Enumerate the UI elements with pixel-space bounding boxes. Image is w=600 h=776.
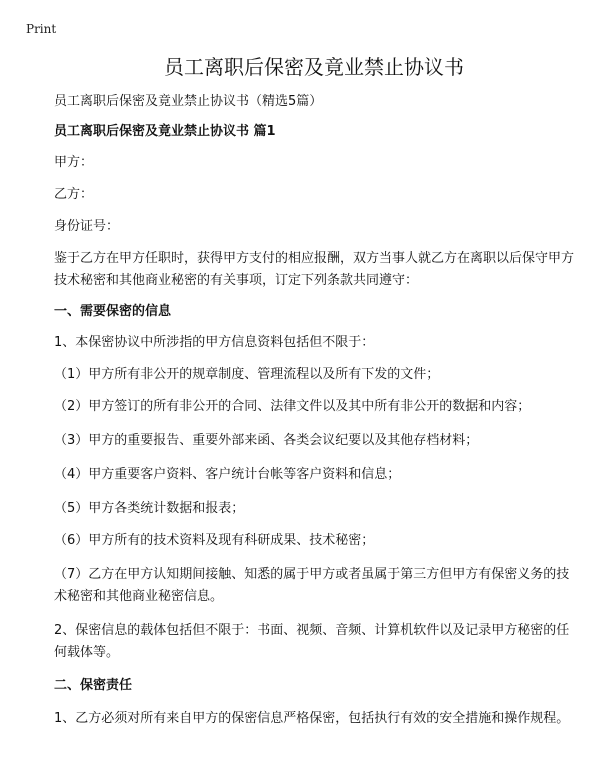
id-number-field: 身份证号：: [54, 219, 120, 234]
section-1-paragraph-1: 1、本保密协议中所涉指的甲方信息资料包括但不限于：: [54, 335, 375, 350]
section-1-title: 一、需要保密的信息: [54, 304, 172, 319]
section-2-paragraph-1: 1、乙方必须对所有来自甲方的保密信息严格保密，包括执行有效的安全措施和操作规程。: [54, 711, 570, 726]
document-body: [54, 52, 574, 730]
section-2-title: 二、保密责任: [54, 678, 133, 693]
party-b-field: 乙方：: [54, 187, 94, 202]
chapter-title: 员工离职后保密及竟业禁止协议书 篇1: [54, 124, 276, 139]
list-item-2: （2）甲方签订的所有非公开的合同、法律文件以及其中所有非公开的数据和内容；: [54, 399, 531, 414]
party-a-field: 甲方：: [54, 155, 94, 170]
list-item-7: （7）乙方在甲方认知期间接触、知悉的属于甲方或者虽属于第三方但甲方有保密义务的技术秘密和其他商业秘密信息。: [54, 567, 570, 604]
intro-paragraph: 鉴于乙方在甲方任职时，获得甲方支付的相应报酬，双方当事人就乙方在离职以后保守甲方技术秘密和其他商业秘密的有关事项，订定下列条款共同遵守：: [54, 251, 575, 288]
print-link[interactable]: Print: [26, 22, 57, 36]
section-1-paragraph-2: 2、保密信息的载体包括但不限于：书面、视频、音频、计算机软件以及记录甲方秘密的任何载体等。: [54, 623, 570, 660]
list-item-5: （5）甲方各类统计数据和报表；: [54, 501, 245, 516]
list-item-6: （6）甲方所有的技术资料及现有科研成果、技术秘密；: [54, 533, 375, 548]
list-item-4: （4）甲方重要客户资料、客户统计台帐等客户资料和信息；: [54, 467, 401, 482]
list-item-3: （3）甲方的重要报告、重要外部来函、各类会议纪要以及其他存档材料；: [54, 433, 479, 448]
document-title: 员工离职后保密及竟业禁止协议书: [164, 55, 464, 79]
list-item-1: （1）甲方所有非公开的规章制度、管理流程以及所有下发的文件；: [54, 367, 440, 382]
document-subtitle: 员工离职后保密及竟业禁止协议书（精选5篇）: [54, 94, 323, 109]
